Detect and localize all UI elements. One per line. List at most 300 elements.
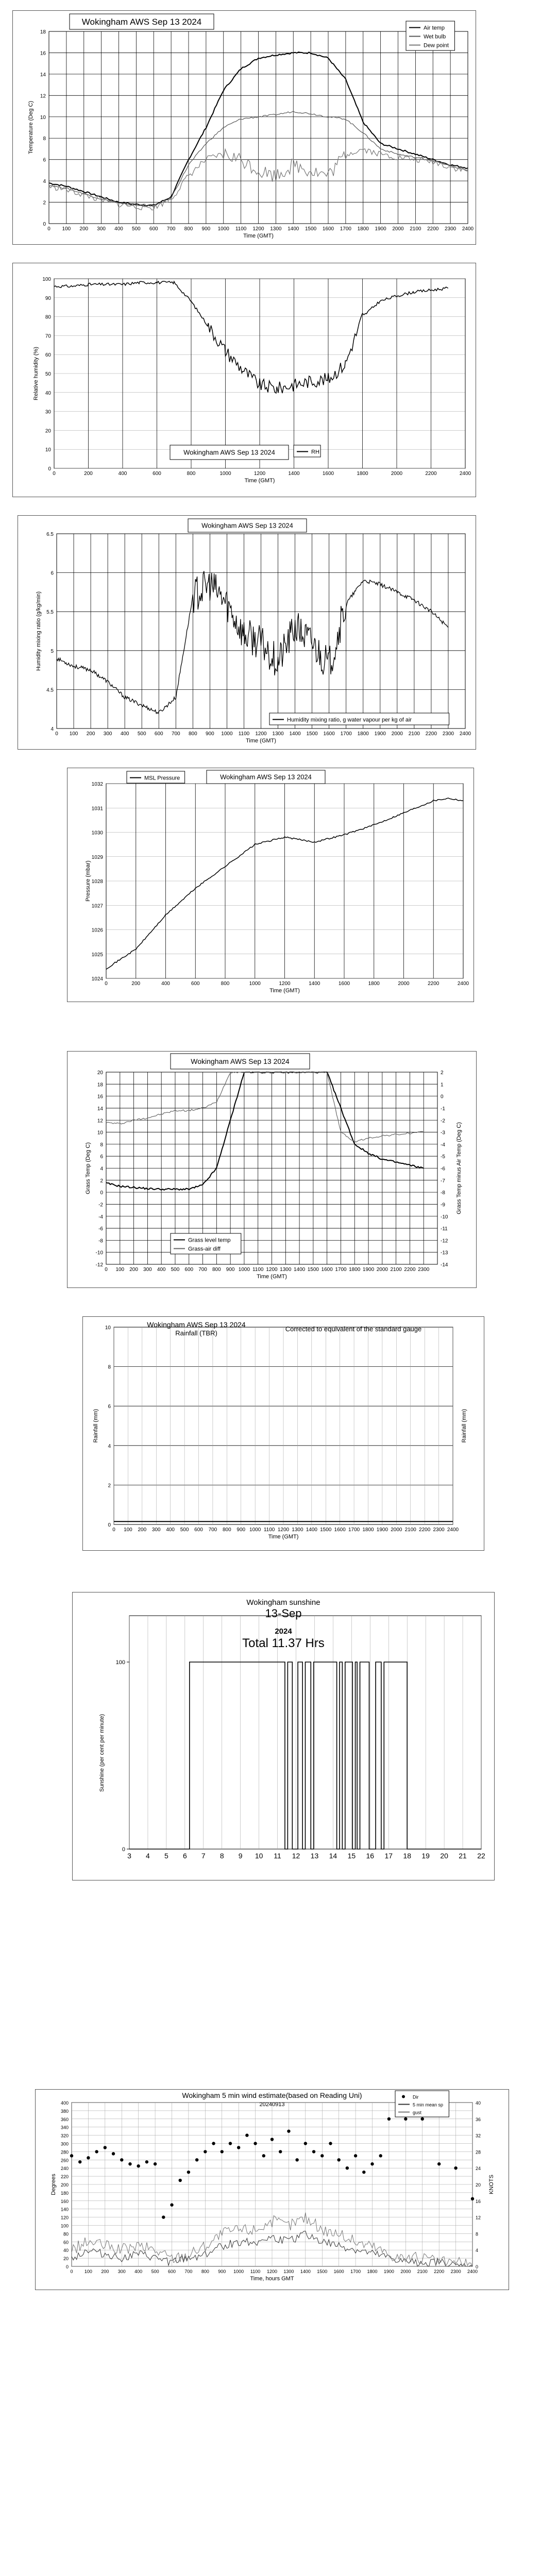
x-tick-label: 1500 [307, 1267, 319, 1273]
y-tick-label: 1025 [91, 952, 103, 958]
y-tick-label: 6.5 [46, 532, 54, 537]
x-tick-label: 1400 [306, 1527, 317, 1533]
x-tick-label: 1700 [340, 226, 351, 232]
y-axis-label: Relative humidity (%) [33, 347, 39, 400]
y-tick-label: 1030 [91, 830, 103, 836]
y-tick-label: 16 [97, 1094, 103, 1100]
y-tick-label: 2 [108, 1483, 111, 1489]
x-tick-label: 1400 [300, 2269, 311, 2274]
x-tick-label: 12 [292, 1852, 300, 1860]
x-tick-label: 400 [157, 1267, 166, 1273]
x-tick-label: 1400 [293, 1267, 306, 1273]
y2-tick-label: 0 [441, 1094, 444, 1100]
x-tick-label: 800 [201, 2269, 209, 2274]
x-tick-label: 1800 [367, 2269, 378, 2274]
x-tick-label: 1000 [238, 1267, 250, 1273]
y2-tick-label: 4 [476, 2248, 479, 2253]
x-tick-label: 200 [84, 471, 93, 477]
legend-label: RH [311, 449, 319, 455]
x-tick-label: 200 [129, 1267, 138, 1273]
y-tick-label: 0 [48, 466, 51, 472]
y-axis-label: Humidity mixing ratio (g/kg/min) [36, 591, 42, 671]
wind-dir-point [404, 2117, 407, 2121]
x-tick-label: 0 [105, 981, 108, 987]
x-tick-label: 1100 [238, 731, 250, 737]
x-tick-label: 300 [151, 1527, 161, 1533]
x-tick-label: 1200 [279, 981, 291, 987]
wind-dir-point [320, 2154, 324, 2157]
y-tick-label: 4 [100, 1166, 103, 1172]
x-tick-label: 1200 [253, 471, 266, 477]
x-tick-label: 1800 [357, 731, 369, 737]
x-tick-label: 400 [118, 471, 127, 477]
y-tick-label: 0 [122, 1846, 125, 1853]
wind-dir-point [187, 2171, 190, 2174]
x-tick-label: 200 [138, 1527, 147, 1533]
wind-dir-point [287, 2129, 290, 2132]
wind-dir-point [154, 2162, 157, 2165]
chart-note: Corrected to equivalent of the standard gauge [285, 1325, 422, 1333]
series-line-mixing [57, 571, 448, 714]
wind-dir-point [346, 2166, 349, 2170]
x-tick-label: 100 [115, 1267, 125, 1273]
wind-dir-point [362, 2171, 365, 2174]
y2-tick-label: -7 [441, 1178, 445, 1184]
x-tick-label: 2000 [392, 226, 404, 232]
x-tick-label: 800 [188, 731, 197, 737]
y-axis-label: Rainfall (mm) [93, 1409, 99, 1443]
wind-dir-point [454, 2166, 457, 2170]
x-tick-label: 2300 [442, 731, 454, 737]
x-tick-label: 500 [171, 1267, 180, 1273]
y-tick-label: 5 [50, 648, 54, 654]
x-tick-label: 11 [274, 1852, 281, 1860]
x-tick-label: 1200 [252, 226, 264, 232]
y2-tick-label: -11 [441, 1226, 448, 1232]
series-line-grass-air-diff [106, 1072, 424, 1142]
y-tick-label: 1029 [91, 854, 103, 860]
y-tick-label: 0 [65, 2264, 69, 2269]
y-tick-label: 1031 [91, 806, 103, 812]
x-tick-label: 2400 [457, 981, 469, 987]
wind-dir-point [162, 2215, 165, 2218]
x-tick-label: 400 [134, 2269, 143, 2274]
y-tick-label: 1032 [91, 782, 103, 787]
x-tick-label: 1500 [317, 2269, 328, 2274]
y-tick-label: 14 [40, 72, 46, 78]
x-tick-label: 1000 [217, 226, 229, 232]
x-tick-label: 1100 [235, 226, 247, 232]
x-tick-label: 2300 [418, 1267, 430, 1273]
x-tick-label: 400 [114, 226, 123, 232]
wind-dir-point [279, 2150, 282, 2153]
chart-svg [73, 1592, 494, 1880]
y2-tick-label: -12 [441, 1238, 448, 1244]
y-tick-label: 30 [45, 409, 51, 415]
x-tick-label: 800 [212, 1267, 221, 1273]
chart-title: Wokingham AWS Sep 13 2024 [191, 1057, 290, 1065]
y-tick-label: 300 [60, 2141, 69, 2147]
x-tick-label: 4 [146, 1852, 150, 1860]
x-tick-label: 500 [132, 226, 141, 232]
x-axis-label: Time (GMT) [268, 1534, 299, 1540]
y-tick-label: 260 [60, 2158, 69, 2163]
y-tick-label: 8 [100, 1142, 103, 1148]
x-axis-label: Time (GMT) [244, 478, 275, 484]
x-tick-label: 1600 [322, 471, 334, 477]
wind-dir-point [128, 2162, 131, 2165]
y2-tick-label: 24 [476, 2166, 481, 2172]
chart-subtitle: Rainfall (TBR) [175, 1329, 217, 1337]
x-tick-label: 1600 [321, 1267, 333, 1273]
wind-dir-point [253, 2142, 257, 2145]
y-tick-label: 400 [60, 2100, 69, 2106]
x-tick-label: 800 [222, 1527, 231, 1533]
chart-svg [83, 1317, 484, 1550]
chart-date: 13-Sep [265, 1607, 302, 1620]
x-tick-label: 2200 [427, 226, 439, 232]
wind-dir-point [212, 2142, 215, 2145]
x-tick-label: 14 [329, 1852, 337, 1860]
y2-tick-label: 0 [476, 2264, 479, 2269]
y-axis-label: Pressure (mbar) [85, 860, 91, 902]
x-tick-label: 1800 [362, 1527, 374, 1533]
x-tick-label: 2400 [459, 471, 471, 477]
chart-svg [18, 516, 476, 749]
x-tick-label: 1100 [250, 2269, 261, 2274]
temperature-chart [12, 10, 476, 245]
wind-dir-point [379, 2154, 382, 2157]
y-tick-label: 80 [45, 314, 51, 320]
x-tick-label: 200 [79, 226, 89, 232]
y-tick-label: 5.5 [46, 609, 54, 616]
legend-label: Grass level temp [188, 1237, 231, 1244]
y-tick-label: -8 [98, 1238, 103, 1244]
x-tick-label: 3 [127, 1852, 131, 1860]
x-tick-label: 2000 [391, 471, 403, 477]
y2-tick-label: -4 [441, 1142, 445, 1148]
x-tick-label: 1900 [374, 731, 386, 737]
wind-dir-point [78, 2160, 81, 2163]
x-tick-label: 1200 [255, 731, 267, 737]
x-tick-label: 1200 [266, 1267, 278, 1273]
legend-label: 5 min mean sp [413, 2102, 444, 2108]
x-tick-label: 2100 [404, 1527, 416, 1533]
wind-dir-point [471, 2197, 474, 2200]
chart-svg [67, 1052, 476, 1287]
x-tick-label: 200 [86, 731, 95, 737]
y-tick-label: 4.5 [46, 687, 54, 693]
x-tick-label: 1400 [288, 471, 300, 477]
y2-tick-label: 20 [476, 2182, 481, 2188]
chart-title: Wokingham AWS Sep 13 2024 [183, 448, 275, 456]
wind-dir-point [245, 2133, 248, 2137]
y-tick-label: -2 [98, 1202, 103, 1208]
x-tick-label: 1100 [252, 1267, 264, 1273]
x-tick-label: 1700 [350, 2269, 361, 2274]
legend-label: Wet bulb [424, 33, 446, 40]
wind-dir-point [137, 2164, 140, 2167]
y-tick-label: 1026 [91, 927, 103, 934]
x-tick-label: 1800 [357, 226, 369, 232]
wind-dir-point [337, 2158, 340, 2161]
x-axis-label: Time (GMT) [243, 233, 274, 239]
series-line-grass [106, 1072, 424, 1190]
x-tick-label: 1900 [375, 226, 386, 232]
x-tick-label: 10 [255, 1852, 263, 1860]
y-tick-label: 4 [108, 1443, 111, 1449]
x-tick-label: 1500 [306, 731, 318, 737]
y-tick-label: 90 [45, 295, 51, 301]
y-tick-label: 20 [97, 1070, 103, 1076]
y-tick-label: 100 [42, 277, 51, 282]
wind-dir-point [262, 2154, 265, 2157]
x-tick-label: 700 [184, 2269, 193, 2274]
wind-dir-point [120, 2158, 123, 2161]
x-tick-label: 1000 [249, 1527, 261, 1533]
y2-tick-label: -9 [441, 1202, 445, 1208]
x-tick-label: 1200 [277, 1527, 290, 1533]
x-tick-label: 100 [69, 731, 78, 737]
x-tick-label: 2200 [434, 2269, 445, 2274]
x-tick-label: 400 [120, 731, 129, 737]
legend-label: gust [413, 2110, 422, 2115]
y-tick-label: 6 [43, 157, 46, 163]
x-tick-label: 500 [151, 2269, 159, 2274]
legend-marker [402, 2095, 405, 2098]
wind-dir-point [95, 2150, 98, 2153]
x-tick-label: 2000 [391, 1527, 402, 1533]
wind-dir-point [195, 2158, 198, 2161]
x-tick-label: 100 [84, 2269, 92, 2274]
sunshine-trace [129, 1662, 481, 1849]
wind-dir-point [270, 2138, 274, 2141]
wind-dir-point [387, 2117, 391, 2121]
x-tick-label: 1600 [334, 1527, 346, 1533]
y2-tick-label: 8 [476, 2231, 479, 2237]
x-tick-label: 0 [53, 471, 56, 477]
y-tick-label: 6 [50, 570, 54, 577]
y-tick-label: 80 [63, 2231, 69, 2237]
y-tick-label: 6 [108, 1404, 111, 1410]
y-tick-label: 10 [97, 1130, 103, 1136]
x-tick-label: 2100 [390, 1267, 402, 1273]
y2-tick-label: -8 [441, 1190, 445, 1196]
x-tick-label: 2100 [408, 731, 420, 737]
x-tick-label: 2100 [417, 2269, 428, 2274]
x-tick-label: 1900 [362, 1267, 375, 1273]
legend-label: Dir [413, 2094, 419, 2100]
x-tick-label: 0 [47, 226, 50, 232]
x-tick-label: 700 [208, 1527, 217, 1533]
wind-dir-point [237, 2146, 240, 2149]
y-tick-label: 160 [60, 2198, 69, 2204]
x-tick-label: 1600 [333, 2269, 344, 2274]
x-tick-label: 800 [184, 226, 193, 232]
y-tick-label: 1028 [91, 879, 103, 885]
x-tick-label: 2400 [459, 731, 471, 737]
y2-tick-label: 40 [476, 2100, 481, 2106]
x-tick-label: 1600 [338, 981, 350, 987]
rainfall-chart [82, 1316, 484, 1551]
y2-tick-label: -13 [441, 1250, 448, 1256]
x-tick-label: 1400 [309, 981, 320, 987]
y2-axis-label: Grass Temp minus Air Temp (Deg C) [456, 1122, 462, 1214]
x-tick-label: 2200 [425, 471, 437, 477]
x-tick-label: 0 [105, 1267, 108, 1273]
x-tick-label: 800 [187, 471, 196, 477]
x-tick-label: 600 [149, 226, 158, 232]
x-tick-label: 600 [191, 981, 200, 987]
x-tick-label: 600 [167, 2269, 176, 2274]
chart-title: Wokingham AWS Sep 13 2024 [81, 16, 202, 27]
x-tick-label: 700 [171, 731, 180, 737]
x-tick-label: 7 [201, 1852, 206, 1860]
x-tick-label: 600 [154, 731, 163, 737]
x-tick-label: 100 [62, 226, 71, 232]
y-tick-label: 2 [43, 200, 46, 206]
x-tick-label: 500 [180, 1527, 189, 1533]
x-tick-label: 5 [164, 1852, 168, 1860]
chart-svg [13, 263, 476, 497]
y2-tick-label: -6 [441, 1166, 445, 1172]
chart-svg [67, 768, 474, 1002]
x-tick-label: 1500 [320, 1527, 332, 1533]
wind-dir-point [179, 2179, 182, 2182]
x-tick-label: 2200 [428, 981, 439, 987]
wind-dir-point [170, 2204, 173, 2207]
x-tick-label: 400 [166, 1527, 175, 1533]
y-tick-label: 280 [60, 2149, 69, 2155]
x-tick-label: 2300 [433, 1527, 445, 1533]
x-axis-label: Time (GMT) [246, 738, 276, 744]
chart-title: Wokingham 5 min wind estimate(based on Reading Uni) [182, 2091, 362, 2099]
y-tick-label: 1027 [91, 903, 103, 909]
x-tick-label: 2200 [419, 1527, 431, 1533]
y-axis-label: Degrees [50, 2174, 57, 2195]
y2-tick-label: -2 [441, 1118, 445, 1124]
y-tick-label: 140 [60, 2207, 69, 2212]
y2-tick-label: 1 [441, 1082, 444, 1088]
y-tick-label: 14 [97, 1106, 103, 1112]
legend-label: MSL Pressure [144, 775, 180, 782]
y-tick-label: 60 [45, 352, 51, 359]
wind-dir-point [204, 2150, 207, 2153]
y2-tick-label: -1 [441, 1106, 445, 1112]
x-tick-label: 1500 [305, 226, 317, 232]
wind-dir-point [312, 2150, 315, 2153]
y-tick-label: 16 [40, 50, 46, 57]
y-tick-label: 10 [40, 114, 46, 121]
x-tick-label: 8 [219, 1852, 224, 1860]
x-tick-label: 200 [131, 981, 141, 987]
wind-dir-point [295, 2158, 298, 2161]
x-tick-label: 2000 [400, 2269, 411, 2274]
y-tick-label: -10 [95, 1250, 103, 1256]
x-tick-label: 900 [218, 2269, 226, 2274]
y2-tick-label: 28 [476, 2149, 481, 2155]
legend-label: Grass-air diff [188, 1246, 221, 1252]
chart-svg [36, 2090, 509, 2290]
y-tick-label: 0 [43, 222, 46, 227]
wind-dir-point [437, 2162, 441, 2165]
x-tick-label: 500 [137, 731, 146, 737]
y-tick-label: 200 [60, 2182, 69, 2188]
x-tick-label: 300 [117, 2269, 126, 2274]
x-tick-label: 1000 [249, 981, 261, 987]
x-tick-label: 1800 [357, 471, 368, 477]
y-tick-label: 100 [60, 2223, 69, 2229]
chart-title: Wokingham AWS Sep 13 2024 [220, 773, 312, 781]
x-tick-label: 2200 [404, 1267, 416, 1273]
chart-total: Total 11.37 Hrs [242, 1636, 325, 1650]
y-tick-label: 10 [45, 447, 51, 453]
y-tick-label: -6 [98, 1226, 103, 1232]
y2-tick-label: 2 [441, 1070, 444, 1076]
x-tick-label: 300 [97, 226, 106, 232]
x-tick-label: 0 [112, 1527, 115, 1533]
x-tick-label: 2300 [445, 226, 457, 232]
y-tick-label: 320 [60, 2133, 69, 2139]
y-tick-label: 4 [43, 179, 46, 185]
x-tick-label: 1300 [283, 2269, 294, 2274]
x-tick-label: 1100 [263, 1527, 275, 1533]
x-tick-label: 200 [101, 2269, 109, 2274]
wind-dir-point [70, 2154, 73, 2157]
y-tick-label: 4 [50, 726, 54, 732]
wind-dir-point [221, 2150, 224, 2153]
y-tick-label: 340 [60, 2125, 69, 2130]
wind-dir-point [104, 2146, 107, 2149]
legend-label: Dew point [424, 42, 449, 49]
x-tick-label: 1900 [376, 1527, 388, 1533]
x-tick-label: 2000 [376, 1267, 388, 1273]
x-tick-label: 18 [403, 1852, 411, 1860]
y-tick-label: 50 [45, 371, 51, 377]
x-axis-label: Time (GMT) [257, 1274, 287, 1280]
y-tick-label: 120 [60, 2215, 69, 2221]
y-tick-label: 70 [45, 333, 51, 340]
relative-humidity-chart [12, 263, 476, 497]
x-tick-label: 1300 [270, 226, 282, 232]
y-tick-label: -12 [95, 1262, 103, 1268]
legend-label: Air temp [424, 25, 445, 31]
x-tick-label: 900 [226, 1267, 235, 1273]
x-tick-label: 19 [421, 1852, 430, 1860]
x-tick-label: 1000 [233, 2269, 244, 2274]
x-tick-label: 2000 [398, 981, 410, 987]
x-tick-label: 1300 [272, 731, 284, 737]
wind-dir-point [229, 2142, 232, 2145]
x-tick-label: 1700 [340, 731, 352, 737]
y-tick-label: 8 [43, 136, 46, 142]
x-tick-label: 21 [459, 1852, 467, 1860]
y-tick-label: 1024 [91, 976, 103, 982]
wind-dir-point [329, 2142, 332, 2145]
x-tick-label: 900 [206, 731, 214, 737]
y-tick-label: 10 [105, 1325, 111, 1331]
y2-tick-label: -5 [441, 1154, 445, 1160]
wind-dir-point [145, 2160, 148, 2163]
x-tick-label: 1300 [292, 1527, 303, 1533]
y-axis-label: Temperature (Deg C) [28, 100, 34, 155]
x-axis-label: Time, hours GMT [250, 2276, 294, 2282]
y-tick-label: 0 [100, 1190, 103, 1196]
x-tick-label: 400 [161, 981, 170, 987]
y-tick-label: 8 [108, 1364, 111, 1370]
x-tick-label: 700 [198, 1267, 207, 1273]
x-tick-label: 1200 [266, 2269, 278, 2274]
